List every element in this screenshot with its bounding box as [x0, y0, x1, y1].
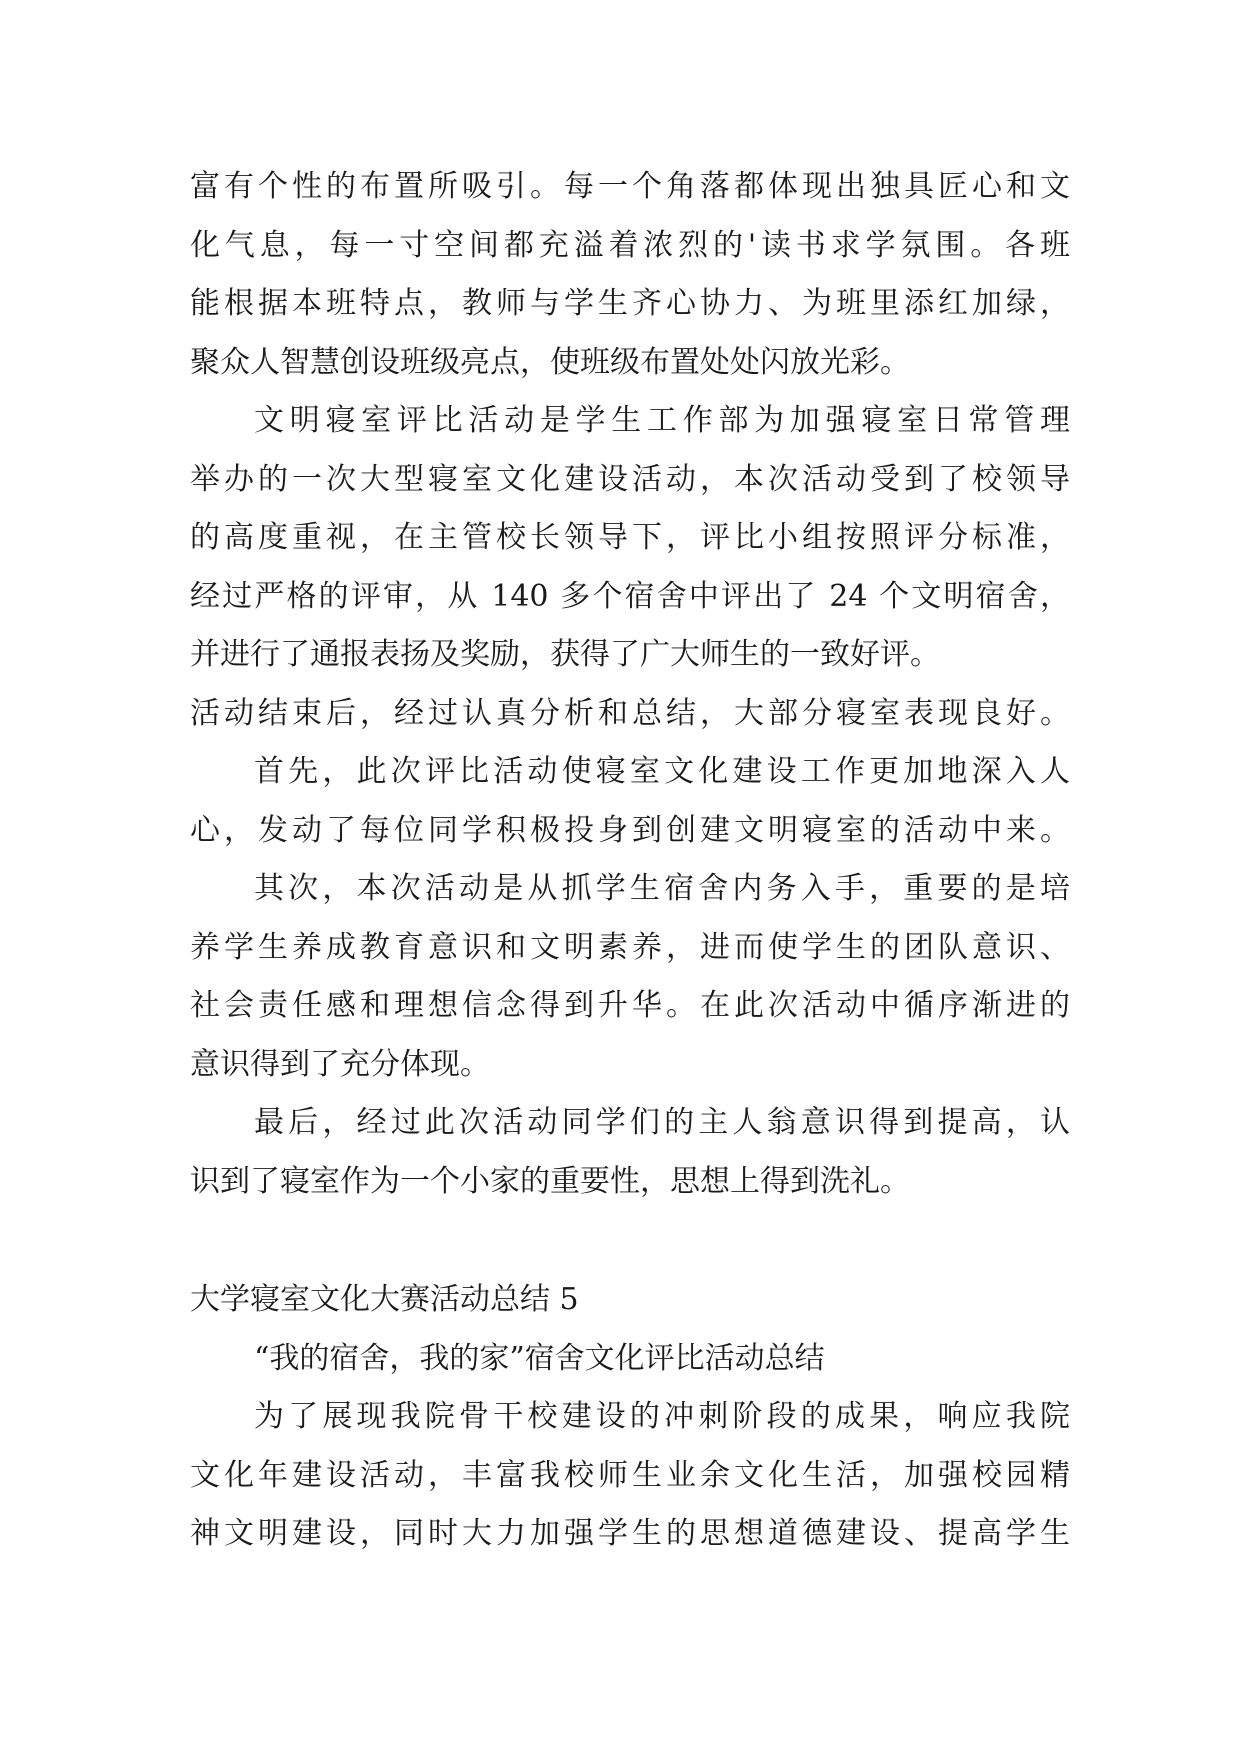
text-line: 化气息，每一寸空间都充溢着浓烈的'读书求学氛围。各班 [190, 227, 1070, 263]
paragraph-continued-layout [190, 158, 1070, 392]
text-line: 能根据本班特点，教师与学生齐心协力、为班里添红加绿， [190, 286, 1070, 321]
text-line: 文化年建设活动，丰富我校师生业余文化生活，加强校园精 [190, 1457, 1070, 1493]
text-line: 社会责任感和理想信念得到升华。在此次活动中循序渐进的 [190, 988, 1070, 1023]
text-line: 活动结束后，经过认真分析和总结，大部分寝室表现良好。 [190, 695, 1070, 731]
text-line: 首先，此次评比活动使寝室文化建设工作更加地深入人 [254, 754, 1070, 789]
text-line: 举办的一次大型寝室文化建设活动，本次活动受到了校领导 [190, 461, 1070, 497]
text-line: 最后，经过此次活动同学们的主人翁意识得到提高，认 [254, 1105, 1070, 1140]
text-line: 富有个性的布置所吸引。每一个角落都体现出独具匠心和文 [190, 169, 1070, 204]
subtitle: “我的宿舍，我的家”宿舍文化评比活动总结 [254, 1340, 825, 1376]
paragraph-finally [190, 1094, 1070, 1211]
text-line: 并进行了通报表扬及奖励，获得了广大师生的一致好评。 [190, 637, 940, 672]
text-line: 神文明建设，同时大力加强学生的思想道德建设、提高学生 [190, 1516, 1070, 1551]
text-line: 意识得到了充分体现。 [190, 1046, 490, 1082]
text-line: 聚众人智慧创设班级亮点，使班级布置处处闪放光彩。 [190, 344, 910, 380]
paragraph-first [190, 743, 1070, 860]
paragraph-intro [190, 1388, 1070, 1564]
text-line: 心，发动了每位同学积极投身到创建文明寝室的活动中来。 [190, 812, 1070, 848]
text-line: 经过严格的评审，从 140 多个宿舍中评出了 24 个文明宿舍， [190, 578, 1070, 614]
section-gap [190, 1211, 1070, 1271]
text-line: 识到了寝室作为一个小家的重要性，思想上得到洗礼。 [190, 1163, 910, 1199]
paragraph-second [190, 860, 1070, 1094]
section-title: 大学寝室文化大赛活动总结 5 [190, 1282, 579, 1317]
text-line: 养学生养成教育意识和文明素养，进而使学生的团队意识、 [190, 929, 1070, 965]
document-page [190, 158, 1070, 1564]
text-line: 文明寝室评比活动是学生工作部为加强寝室日常管理 [254, 403, 1070, 438]
text-line: 为了展现我院骨干校建设的冲刺阶段的成果，响应我院 [254, 1399, 1070, 1434]
text-line: 其次，本次活动是从抓学生宿舍内务入手，重要的是培 [254, 871, 1070, 906]
text-line: 的高度重视，在主管校长领导下，评比小组按照评分标准， [190, 520, 1070, 555]
paragraph-dorm-contest [190, 392, 1070, 743]
